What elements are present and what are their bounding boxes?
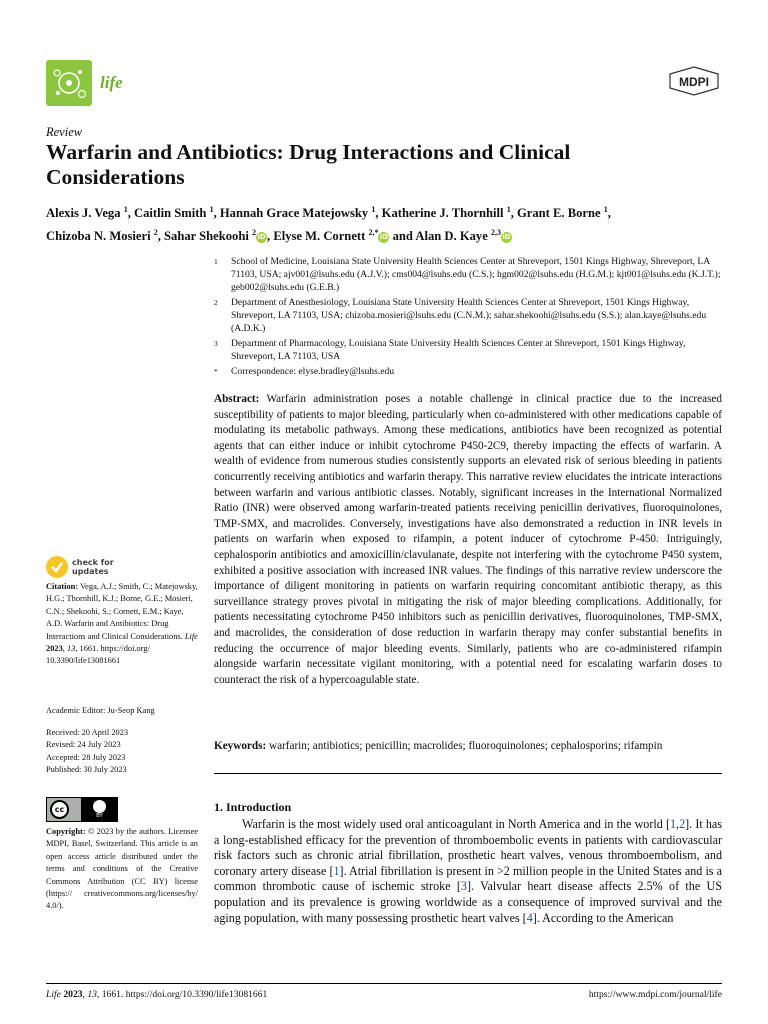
affiliations (214, 255, 728, 380)
cc-by-license-badge[interactable] (46, 797, 118, 822)
author-affiliation-marker: 1 (123, 205, 128, 214)
section-heading: 1. Introduction (214, 800, 292, 814)
author-affiliation-marker: 1 (371, 205, 376, 214)
journal-logo (46, 60, 123, 106)
correspondence-text: Correspondence: elyse.bradley@lsuhs.edu (231, 366, 395, 377)
citation-doi[interactable]: , 1661. https://doi.org/ 10.3390/life13081661 (46, 644, 150, 666)
author-affiliation-marker: 2,3 (490, 228, 501, 238)
intro-text: ]. It has a long-established efficacy for the prevention of thromboembolic events in patients with cardiovascular risk factors such as chronic atrial fibrillation, prosthetic heart valves, venous thromboembolism, and coronary artery disease [ (214, 817, 722, 878)
author-list: Alexis J. Vega $^1$, Caitlin Smith $^1$, Hannah Grace Matejowsky $^1$, Katherine J. Thornhill $^1$, Grant E. Borne $^1$, Chizoba N. Mosieri $^2$, Sahar Shekoohi $^2$iD, Elyse M. Cornett $^{2,*}$iD and Alan D. Kaye $^{2,3}$iD (46, 205, 611, 244)
author-name: Katherine J. Thornhill (381, 206, 504, 221)
check-for-updates-button[interactable] (46, 556, 114, 578)
author-connector: and (392, 229, 413, 244)
affiliation-number: 1 (214, 257, 218, 266)
footer-journal: Life (46, 989, 61, 1000)
attribution-icon (81, 798, 118, 821)
author-affiliation-marker: 1 (209, 205, 214, 214)
abstract-text: Warfarin administration poses a notable challenge in clinical practice due to the increased susceptibility of patients to major bleeding, particularly when co-administered with other medications capable of modulating its metabolic pathways. Among these medications, antibiotics have been recognized as potential agents that can either induce or inhibit cytochrome P450-2C9, thereby impacting the effects of warfarin. A wealth of evidence from numerous studies consistently supports an elevated risk of serious bleeding in patients concurrently receiving antibiotics and warfarin therapy. This narrative review elucidates the intricate interactions between warfarin and various antibiotic classes. Notably, significant increases in the International Normalized Ratio (INR) were observed among warfarin-treated patients receiving penicillin derivatives, fluoroquinolones, TMP-SMX, and macrolides. Conversely, investigations have also demonstrated a reduction in INR levels in patients on warfarin when exposed to rifampin, a potent inducer of cytochrome P-450. Intriguingly, cephalosporin antibiotics and amoxicillin/clavulanate, despite not interfering with the cytochrome P450 system, exhibited a positive association with increased INR values. The findings of this narrative review underscore the importance of diligent monitoring in patients on warfarin requiring concomitant antibiotic therapy, as this surveillance strategy proves pivotal in mitigating the risk of major bleeding complications. Additionally, for patients necessitating cytochrome P450 inhibitors such as penicillin derivatives, fluoroquinolones, TMP-SMX, and macrolides, the consideration of dose reduction in warfarin therapy may confer substantial benefits in reducing the occurrence of major bleeding events. Similarly, patients who are co-administered rifampin alongside warfarin necessitate vigilant monitoring, with a potential need for escalating warfarin doses to counteract the risk of a hypercoagulable state. (214, 393, 722, 686)
author-affiliation-marker: 1 (506, 205, 511, 214)
affiliation-item (214, 255, 728, 294)
footer-divider (46, 983, 722, 984)
reference-link[interactable]: 1 (333, 863, 340, 878)
introduction-paragraph (214, 817, 722, 926)
citation-label: Citation: (46, 582, 79, 591)
intro-text: , (676, 817, 680, 831)
revised-date: Revised: 24 July 2023 (46, 740, 121, 750)
footer-volume: 13 (87, 989, 97, 1000)
affiliation-item (214, 337, 728, 363)
published-date: Published: 30 July 2023 (46, 765, 127, 775)
keywords (214, 739, 724, 754)
author-name: Caitlin Smith (133, 206, 207, 221)
history-dates (46, 727, 198, 777)
affiliation-number: * (214, 367, 218, 376)
mdpi-logo-icon (668, 66, 720, 100)
orcid-icon[interactable]: iD (502, 233, 511, 242)
citation-volume: 13 (66, 644, 76, 654)
check-updates-icon (46, 556, 68, 578)
intro-text: ]. Atrial fibrillation is present in >2 million people in the United States and is a common thrombotic cause of ischemic stroke [ (214, 863, 722, 894)
intro-text: ]. According to the American (532, 910, 674, 925)
article-type: Review (46, 125, 83, 139)
affiliation-item (214, 296, 728, 335)
citation-block: Citation: Vega, A.J.; Smith, C.; Matejowsky, H.G.; Thornhill, K.J.; Borne, G.E.; Mosieri, C.N.; Shekoohi, S.; Cornett, E.M.; Kaye, A.D. Warfarin and Antibiotics: Drug Interactions and Clinical Considerations. Life 2023, 13, 1661. https://doi.org/ 10.3390/life13081661 (46, 582, 198, 666)
life-journal-logo-icon (46, 60, 92, 106)
correspondence-item (214, 365, 728, 378)
abstract (214, 392, 722, 688)
author-affiliation-marker: 1 (603, 205, 608, 214)
creative-commons-icon: cc (50, 800, 69, 819)
citation-journal: Life (184, 631, 198, 641)
reference-link[interactable]: 4 (526, 910, 533, 925)
author-name: Hannah Grace Matejowsky (219, 206, 369, 221)
orcid-icon[interactable]: iD (379, 233, 389, 242)
reference-link[interactable]: 3 (460, 879, 467, 894)
orcid-icon[interactable]: iD (257, 233, 266, 242)
by-label: BY (96, 813, 103, 819)
affiliation-text: School of Medicine, Louisiana State University Health Sciences Center at Shreveport, 1501 Kings Highway, Shreveport, LA 71103, USA; ajv001@lsuhs.edu (A.J.V.); cms004@lsuhs.edu (C.S.); hgm002@lsuhs.edu (H.G.M.); kjt001@lsuhs.edu (K.J.T.); geb002@lsuhs.edu (G.E.B.) (231, 256, 721, 293)
author-affiliation-marker: 2,* (368, 228, 379, 238)
author-affiliation-marker: 2 (252, 228, 257, 238)
check-updates-label: check for (72, 558, 114, 567)
footer-doi[interactable]: , 1661. https://doi.org/10.3390/life13081661 (96, 989, 268, 1000)
journal-name: life (100, 73, 123, 92)
author-affiliation-marker: 2 (153, 228, 158, 238)
section-divider (214, 773, 722, 774)
publisher-name: MDPI (679, 75, 709, 89)
received-date: Received: 20 April 2023 (46, 728, 129, 737)
author-name: Sahar Shekoohi (164, 229, 249, 244)
citation-year: 2023 (46, 644, 63, 654)
academic-editor: Academic Editor: Ju-Seop Kang (46, 706, 155, 715)
copyright-block (46, 826, 198, 913)
intro-text: Warfarin is the most widely used oral anticoagulant in North America and in the world [ (242, 817, 670, 831)
affiliation-number: 3 (214, 339, 218, 348)
affiliation-text: Department of Anesthesiology, Louisiana State University Health Sciences Center at Shreveport, 1501 Kings Highway, Shreveport, LA 71103, USA; chizoba.mosieri@lsuhs.edu (C.N.M.); sahar.shekoohi@lsuhs.edu (S.S.); alan.kaye@lsuhs.edu (A.D.K.) (231, 297, 707, 334)
keywords-text: warfarin; antibiotics; penicillin; macrolides; fluoroquinolones; cephalosporins; rifampin (269, 740, 663, 752)
keywords-label: Keywords: (214, 740, 267, 752)
intro-text: ]. Valvular heart disease affects 2.5% of the US population and its prevalence is growing worldwide as a consequence of improved survival and the aging population, with many possessing prosthetic heart valves [ (214, 879, 722, 925)
check-updates-label: updates (72, 567, 109, 576)
copyright-text: © 2023 by the authors. Licensee MDPI, Basel, Switzerland. This article is an open access article distributed under the terms and conditions of the Creative Commons Attribution (CC BY) license (https:// creativecommons.org/licenses/by/ 4.0/). (46, 827, 198, 911)
footer-year: 2023 (63, 989, 83, 1000)
author-name: Alan D. Kaye (415, 229, 488, 244)
author-name: Grant E. Borne (516, 206, 601, 221)
footer-journal-url[interactable]: https://www.mdpi.com/journal/life (588, 989, 722, 1000)
copyright-label: Copyright: (46, 827, 86, 836)
affiliation-text: Department of Pharmacology, Louisiana State University Health Sciences Center at Shreveport, 1501 Kings Highway, Shreveport, LA 71103, USA (231, 338, 686, 362)
abstract-label: Abstract: (214, 393, 260, 405)
author-name: Alexis J. Vega (46, 206, 121, 221)
author-name: Elyse M. Cornett (273, 229, 366, 244)
reference-link[interactable]: 2 (679, 817, 686, 831)
reference-link[interactable]: 1 (669, 817, 677, 831)
author-name: Chizoba N. Mosieri (46, 229, 151, 244)
accepted-date: Accepted: 28 July 2023 (46, 752, 126, 762)
affiliation-number: 2 (214, 298, 218, 307)
citation-text: Vega, A.J.; Smith, C.; Matejowsky, H.G.; Thornhill, K.J.; Borne, G.E.; Mosieri, C.N.; Shekoohi, S.; Cornett, E.M.; Kaye, A.D. Warfarin and Antibiotics: Drug Interactions and Clinical Considerations. (46, 582, 198, 641)
footer-citation: Life 2023, 13, 1661. https://doi.org/10.3390/life13081661 (46, 989, 268, 1000)
article-title: Warfarin and Antibiotics: Drug Interactions and Clinical Considerations (46, 140, 571, 189)
